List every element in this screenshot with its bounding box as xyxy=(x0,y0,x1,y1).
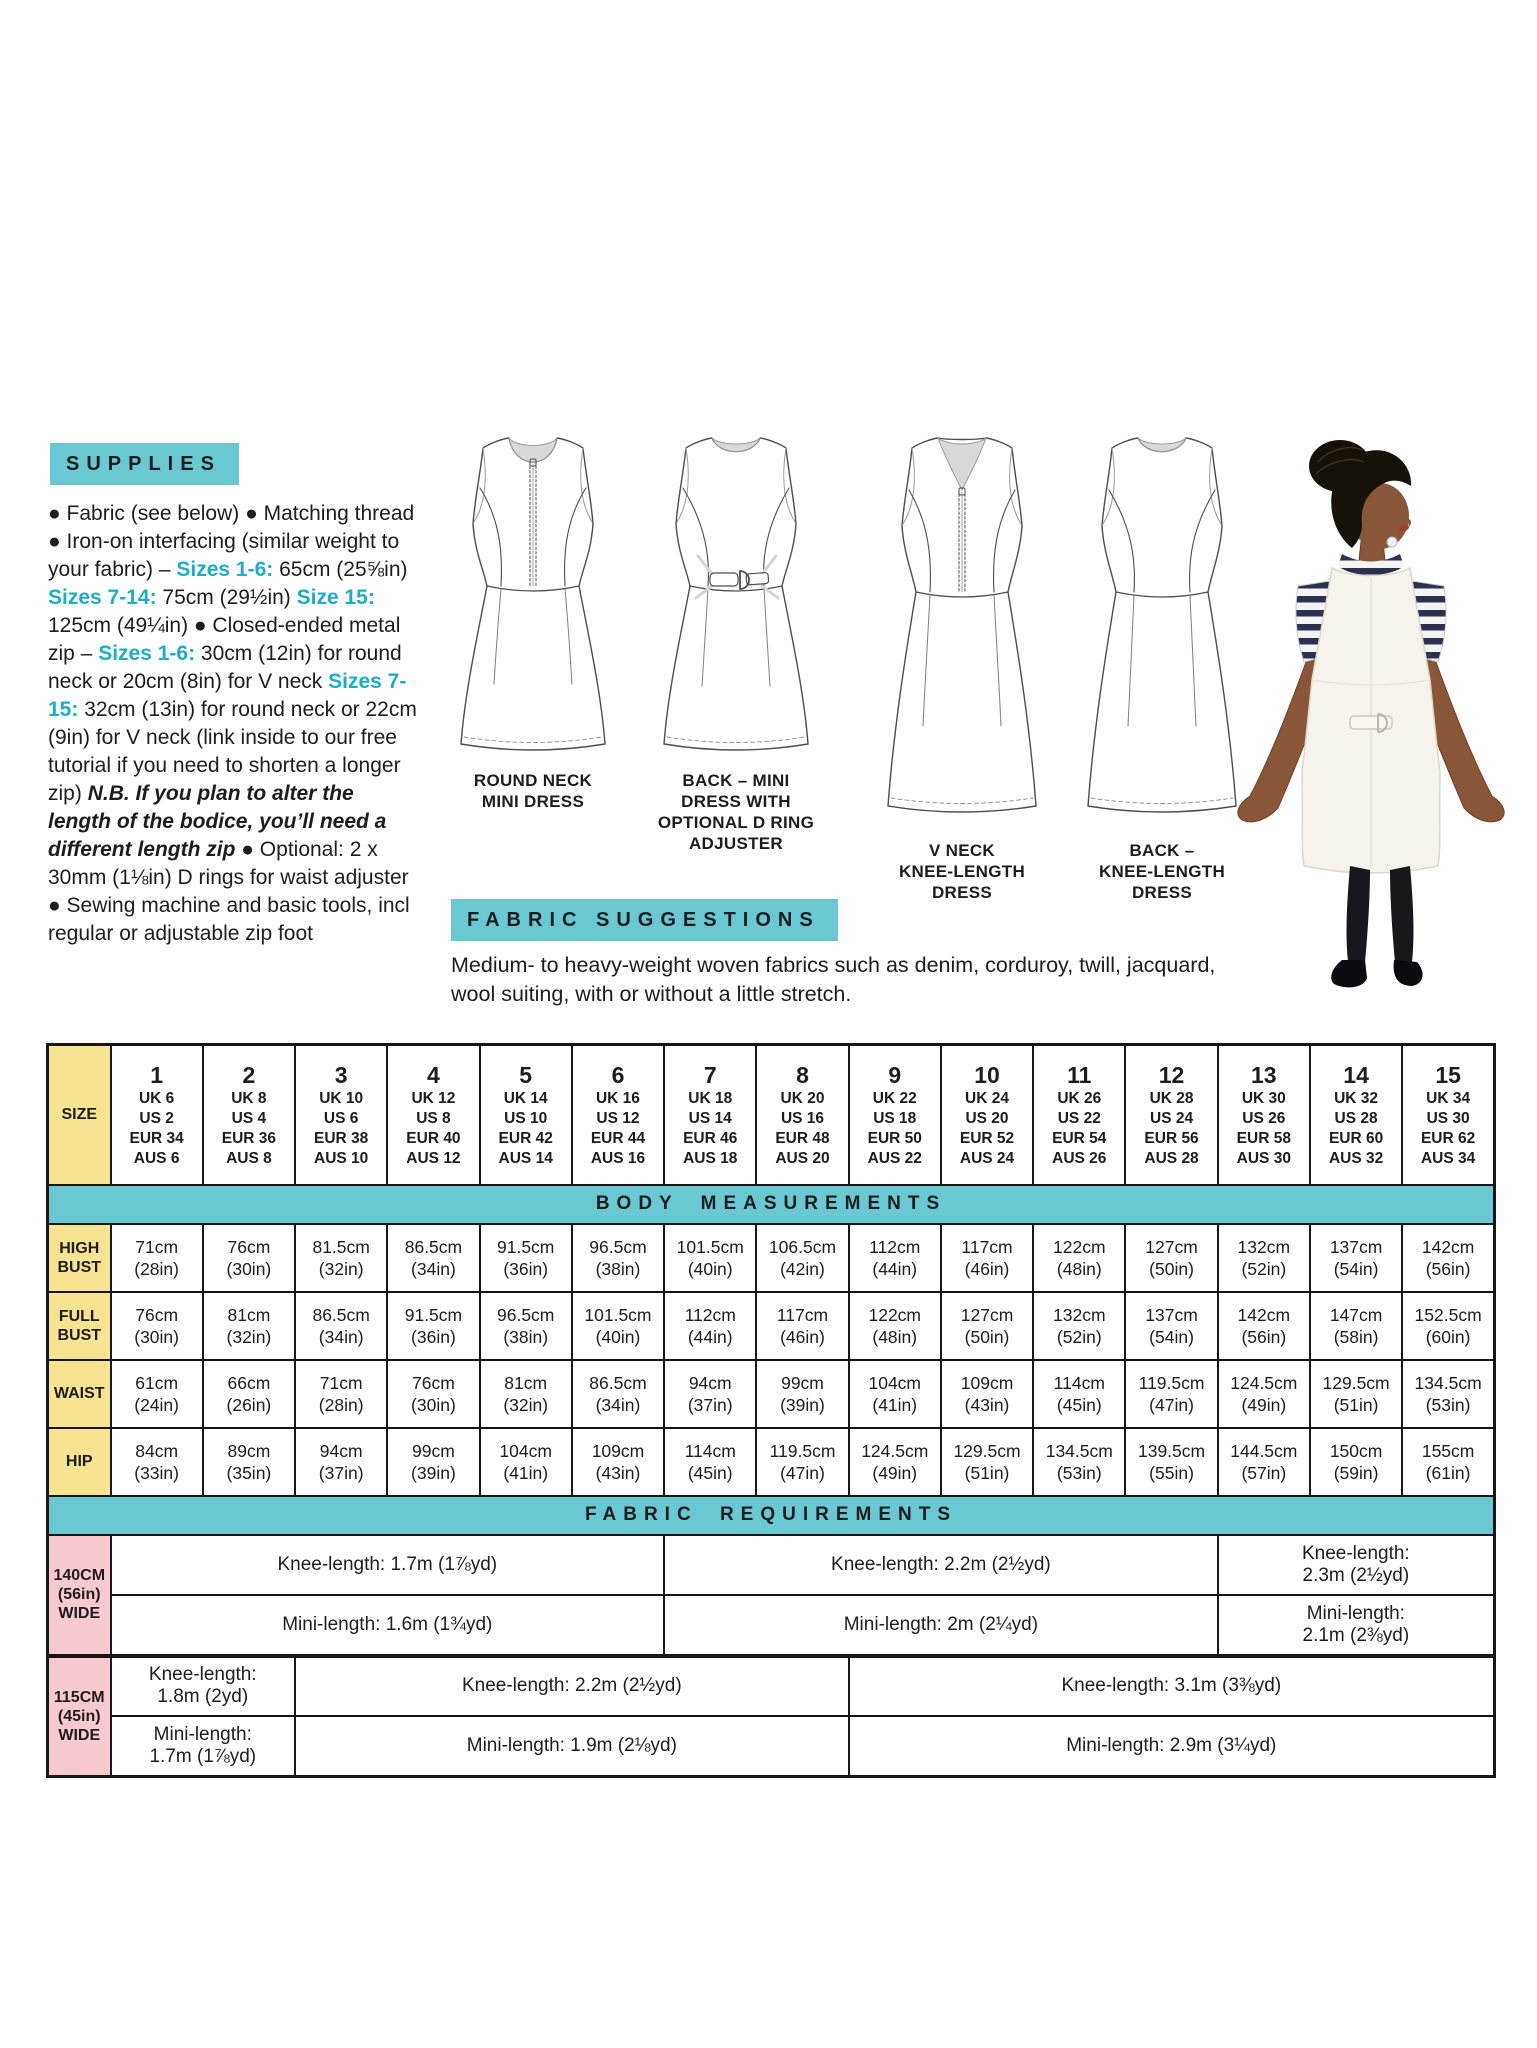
measurement-row-label: FULL BUST xyxy=(48,1292,111,1360)
measurement-cell: 101.5cm (40in) xyxy=(664,1224,756,1292)
supplies-segment: Size 15: xyxy=(296,586,375,609)
size-column: 5 UK 14 US 10 EUR 42 AUS 14 xyxy=(480,1045,572,1185)
supplies-text xyxy=(48,500,422,948)
measurement-cell: 86.5cm (34in) xyxy=(572,1360,664,1428)
measurement-cell: 129.5cm (51in) xyxy=(941,1428,1033,1496)
size-column: 14 UK 32 US 28 EUR 60 AUS 32 xyxy=(1310,1045,1402,1185)
fabric-requirement-cell: Mini-length: 2m (2¼yd) xyxy=(664,1595,1218,1656)
fabric-width-label: 115CM (45in) WIDE xyxy=(48,1656,111,1777)
measurement-cell: 109cm (43in) xyxy=(572,1428,664,1496)
measurement-cell: 84cm (33in) xyxy=(111,1428,203,1496)
fabric-requirement-cell: Knee-length: 2.2m (2½yd) xyxy=(295,1656,849,1716)
fabric-requirement-cell: Mini-length: 1.9m (2⅛yd) xyxy=(295,1716,849,1777)
supplies-segment: 125cm (49¼in) ● Closed-ended metal zip – xyxy=(48,614,401,665)
measurement-cell: 119.5cm (47in) xyxy=(1125,1360,1217,1428)
measurement-cell: 61cm (24in) xyxy=(111,1360,203,1428)
measurement-cell: 139.5cm (55in) xyxy=(1125,1428,1217,1496)
measurement-cell: 76cm (30in) xyxy=(111,1292,203,1360)
measurement-cell: 147cm (58in) xyxy=(1310,1292,1402,1360)
measurement-cell: 94cm (37in) xyxy=(664,1360,756,1428)
size-column: 15 UK 34 US 30 EUR 62 AUS 34 xyxy=(1402,1045,1494,1185)
measurement-cell: 91.5cm (36in) xyxy=(480,1224,572,1292)
size-column: 11 UK 26 US 22 EUR 54 AUS 26 xyxy=(1033,1045,1125,1185)
measurement-row-label: WAIST xyxy=(48,1360,111,1428)
fabric-requirement-cell: Mini-length: 2.9m (3¼yd) xyxy=(849,1716,1495,1777)
measurement-cell: 81.5cm (32in) xyxy=(295,1224,387,1292)
measurement-cell: 91.5cm (36in) xyxy=(387,1292,479,1360)
measurement-cell: 104cm (41in) xyxy=(480,1428,572,1496)
dress-back-mini-illustration xyxy=(650,426,822,766)
size-chart xyxy=(46,1043,1496,1778)
supplies-segment: ● Fabric (see below) ● Matching thread ● Iron-on interfacing (similar weight to your fabric) – xyxy=(48,502,415,581)
size-column: 13 UK 30 US 26 EUR 58 AUS 30 xyxy=(1218,1045,1310,1185)
measurement-cell: 86.5cm (34in) xyxy=(295,1292,387,1360)
measurement-cell: 76cm (30in) xyxy=(203,1224,295,1292)
measurement-cell: 142cm (56in) xyxy=(1402,1224,1494,1292)
drawing-back-mini xyxy=(648,426,824,854)
fabric-requirement-cell: Knee-length: 2.3m (2½yd) xyxy=(1218,1535,1495,1595)
measurement-cell: 86.5cm (34in) xyxy=(387,1224,479,1292)
body-measurements-band: BODY MEASUREMENTS xyxy=(48,1185,1495,1224)
measurement-cell: 117cm (46in) xyxy=(756,1292,848,1360)
drawing-label: BACK – MINI DRESS WITH OPTIONAL D RING ADJUSTER xyxy=(657,771,815,853)
measurement-cell: 117cm (46in) xyxy=(941,1224,1033,1292)
measurement-cell: 81cm (32in) xyxy=(203,1292,295,1360)
supplies-segment: Sizes 7-14: xyxy=(48,586,157,609)
fabric-requirement-cell: Knee-length: 1.7m (1⅞yd) xyxy=(111,1535,665,1595)
supplies-segment: 30cm (12in) for round neck or 20cm (8in) for V neck xyxy=(48,642,402,693)
measurement-cell: 134.5cm (53in) xyxy=(1402,1360,1494,1428)
measurement-cell: 144.5cm (57in) xyxy=(1218,1428,1310,1496)
measurement-cell: 137cm (54in) xyxy=(1125,1292,1217,1360)
measurement-cell: 99cm (39in) xyxy=(756,1360,848,1428)
measurement-cell: 152.5cm (60in) xyxy=(1402,1292,1494,1360)
measurement-cell: 81cm (32in) xyxy=(480,1360,572,1428)
measurement-cell: 122cm (48in) xyxy=(1033,1224,1125,1292)
measurement-cell: 155cm (61in) xyxy=(1402,1428,1494,1496)
measurement-cell: 66cm (26in) xyxy=(203,1360,295,1428)
measurement-cell: 132cm (52in) xyxy=(1218,1224,1310,1292)
supplies-segment: Sizes 7-15: xyxy=(48,670,407,721)
measurement-cell: 104cm (41in) xyxy=(849,1360,941,1428)
drawing-v-neck-knee xyxy=(868,426,1056,903)
dress-front-mini-illustration xyxy=(447,426,619,766)
measurement-cell: 137cm (54in) xyxy=(1310,1224,1402,1292)
measurement-cell: 112cm (44in) xyxy=(849,1224,941,1292)
fabric-requirement-cell: Knee-length: 3.1m (3⅜yd) xyxy=(849,1656,1495,1716)
fabric-width-label: 140CM (56in) WIDE xyxy=(48,1535,111,1656)
measurement-cell: 89cm (35in) xyxy=(203,1428,295,1496)
measurement-cell: 124.5cm (49in) xyxy=(849,1428,941,1496)
size-column: 7 UK 18 US 14 EUR 46 AUS 18 xyxy=(664,1045,756,1185)
size-column: 10 UK 24 US 20 EUR 52 AUS 24 xyxy=(941,1045,1033,1185)
drawing-round-neck-mini xyxy=(445,426,621,812)
measurement-cell: 114cm (45in) xyxy=(1033,1360,1125,1428)
fabric-requirements-band: FABRIC REQUIREMENTS xyxy=(48,1496,1495,1535)
size-column: 12 UK 28 US 24 EUR 56 AUS 28 xyxy=(1125,1045,1217,1185)
measurement-cell: 114cm (45in) xyxy=(664,1428,756,1496)
model-photo xyxy=(1232,428,1510,1006)
measurement-cell: 109cm (43in) xyxy=(941,1360,1033,1428)
fabric-requirement-cell: Mini-length: 2.1m (2⅜yd) xyxy=(1218,1595,1495,1656)
measurement-cell: 132cm (52in) xyxy=(1033,1292,1125,1360)
fabric-requirement-cell: Knee-length: 1.8m (2yd) xyxy=(111,1656,296,1716)
supplies-segment: Sizes 1-6: xyxy=(176,558,274,581)
drawing-back-knee xyxy=(1068,426,1256,903)
measurement-cell: 94cm (37in) xyxy=(295,1428,387,1496)
measurement-cell: 142cm (56in) xyxy=(1218,1292,1310,1360)
supplies-segment: ● Optional: 2 x 30mm (1⅛in) D rings for waist adjuster ● Sewing machine and basic tools, incl regular or adjustable zip foot xyxy=(48,838,410,945)
supplies-segment: Sizes 1-6: xyxy=(98,642,196,665)
measurement-cell: 119.5cm (47in) xyxy=(756,1428,848,1496)
size-column: 3 UK 10 US 6 EUR 38 AUS 10 xyxy=(295,1045,387,1185)
measurement-cell: 76cm (30in) xyxy=(387,1360,479,1428)
drawing-label: BACK – KNEE-LENGTH DRESS xyxy=(1098,841,1226,902)
measurement-cell: 96.5cm (38in) xyxy=(572,1224,664,1292)
measurement-cell: 96.5cm (38in) xyxy=(480,1292,572,1360)
measurement-cell: 129.5cm (51in) xyxy=(1310,1360,1402,1428)
measurement-cell: 150cm (59in) xyxy=(1310,1428,1402,1496)
size-column: 1 UK 6 US 2 EUR 34 AUS 6 xyxy=(111,1045,203,1185)
measurement-row-label: HIGH BUST xyxy=(48,1224,111,1292)
measurement-cell: 71cm (28in) xyxy=(295,1360,387,1428)
dress-back-knee-illustration xyxy=(1072,426,1252,836)
size-column: 6 UK 16 US 12 EUR 44 AUS 16 xyxy=(572,1045,664,1185)
measurement-cell: 106.5cm (42in) xyxy=(756,1224,848,1292)
fabric-requirement-cell: Knee-length: 2.2m (2½yd) xyxy=(664,1535,1218,1595)
size-corner-label: SIZE xyxy=(48,1045,111,1185)
measurement-cell: 124.5cm (49in) xyxy=(1218,1360,1310,1428)
size-column: 4 UK 12 US 8 EUR 40 AUS 12 xyxy=(387,1045,479,1185)
size-column: 9 UK 22 US 18 EUR 50 AUS 22 xyxy=(849,1045,941,1185)
supplies-header: SUPPLIES xyxy=(50,443,239,485)
fabric-suggestions-header: FABRIC SUGGESTIONS xyxy=(451,899,838,941)
drawing-label: ROUND NECK MINI DRESS xyxy=(473,771,593,811)
supplies-segment: 75cm (29½in) xyxy=(156,586,297,609)
fabric-requirement-cell: Mini-length: 1.7m (1⅞yd) xyxy=(111,1716,296,1777)
dress-front-knee-illustration xyxy=(872,426,1052,836)
measurement-cell: 127cm (50in) xyxy=(1125,1224,1217,1292)
supplies-segment: 65cm (25⅝in) xyxy=(273,558,408,581)
measurement-cell: 71cm (28in) xyxy=(111,1224,203,1292)
measurement-cell: 122cm (48in) xyxy=(849,1292,941,1360)
size-column: 8 UK 20 US 16 EUR 48 AUS 20 xyxy=(756,1045,848,1185)
size-column: 2 UK 8 US 4 EUR 36 AUS 8 xyxy=(203,1045,295,1185)
measurement-row-label: HIP xyxy=(48,1428,111,1496)
measurement-cell: 112cm (44in) xyxy=(664,1292,756,1360)
measurement-cell: 99cm (39in) xyxy=(387,1428,479,1496)
drawing-label: V NECK KNEE-LENGTH DRESS xyxy=(898,841,1026,902)
measurement-cell: 101.5cm (40in) xyxy=(572,1292,664,1360)
fabric-suggestions-text: Medium- to heavy-weight woven fabrics such as denim, corduroy, twill, jacquard, wool suiting, with or without a little stretch. xyxy=(451,953,1216,1006)
fabric-requirement-cell: Mini-length: 1.6m (1¾yd) xyxy=(111,1595,665,1656)
supplies-segment: 32cm (13in) for round neck or 22cm (9in) for V neck (link inside to our free tutorial if you need to shorten a longer zip) xyxy=(48,698,417,805)
measurement-cell: 134.5cm (53in) xyxy=(1033,1428,1125,1496)
supplies-segment: N.B. If you plan to alter the length of the bodice, you’ll need a different length zip xyxy=(48,782,387,861)
measurement-cell: 127cm (50in) xyxy=(941,1292,1033,1360)
